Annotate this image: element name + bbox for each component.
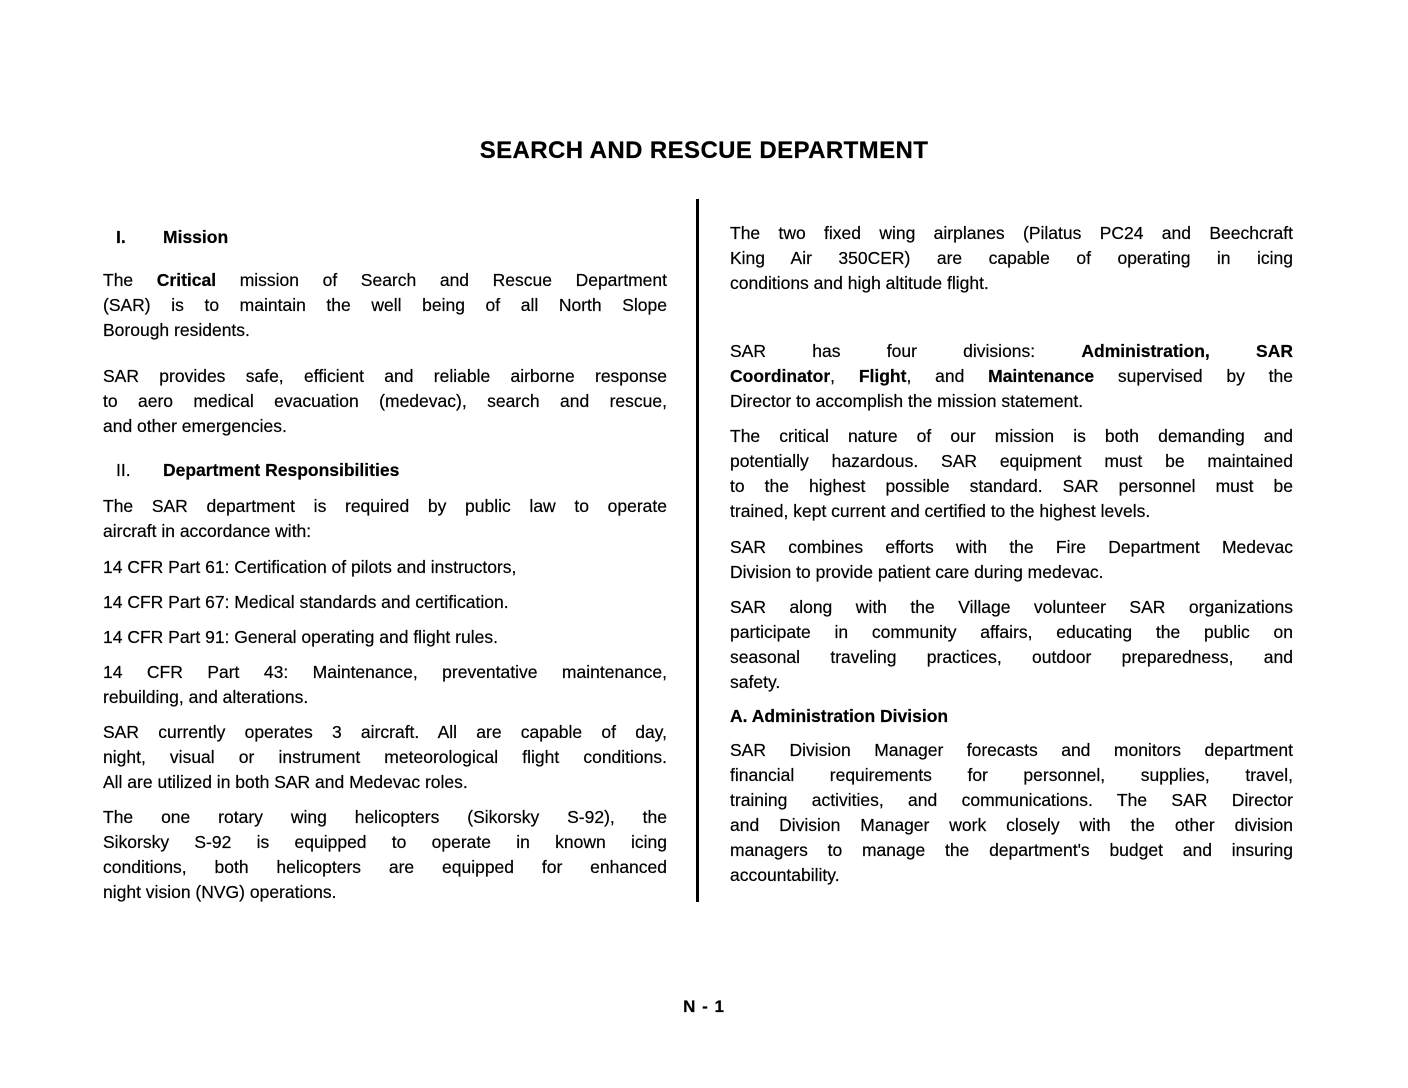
- text-segment: and other emergencies.: [103, 416, 287, 436]
- paragraph-aircraft: [103, 720, 667, 795]
- text-line: [730, 595, 1293, 620]
- text-segment: supervised by the: [1094, 366, 1293, 386]
- text-segment: participate in community affairs, educating the public on: [730, 622, 1293, 642]
- text-line: [730, 221, 1293, 246]
- text-line: [103, 830, 667, 855]
- paragraph-cfr67: [103, 590, 667, 615]
- text-segment: SAR along with the Village volunteer SAR organizations: [730, 597, 1293, 617]
- section-heading-responsibilities: [103, 458, 667, 483]
- text-segment: The critical nature of our mission is both demanding and: [730, 426, 1293, 446]
- paragraph-required: [103, 494, 667, 544]
- text-line: [103, 590, 667, 615]
- text-line: [103, 685, 667, 710]
- text-line: [730, 339, 1293, 364]
- text-segment: [1210, 341, 1256, 361]
- text-line: [730, 389, 1293, 414]
- text-segment: SAR has four divisions:: [730, 341, 1082, 361]
- text-segment: training activities, and communications. The SAR Director: [730, 790, 1293, 810]
- text-line: [730, 620, 1293, 645]
- section-numeral-2: II.: [116, 460, 131, 480]
- left-column: [103, 225, 667, 905]
- text-segment: managers to manage the department's budget and insuring: [730, 840, 1293, 860]
- text-segment: to the highest possible standard. SAR personnel must be: [730, 476, 1293, 496]
- text-line: [103, 364, 667, 389]
- text-line: [103, 389, 667, 414]
- text-segment: night vision (NVG) operations.: [103, 882, 337, 902]
- paragraph-cfr43: [103, 660, 667, 710]
- text-segment: safety.: [730, 672, 781, 692]
- paragraph-fire-dept: [730, 535, 1293, 585]
- text-line: [730, 863, 1293, 888]
- text-line: [730, 645, 1293, 670]
- text-line: [730, 271, 1293, 296]
- text-line: [103, 625, 667, 650]
- text-line: [730, 364, 1293, 389]
- text-segment: Division to provide patient care during medevac.: [730, 562, 1104, 582]
- text-line: [103, 293, 667, 318]
- text-segment: 14 CFR Part 91: General operating and flight rules.: [103, 627, 498, 647]
- text-segment: 14 CFR Part 43: Maintenance, preventative maintenance,: [103, 662, 667, 682]
- text-segment: financial requirements for personnel, supplies, travel,: [730, 765, 1293, 785]
- text-segment: The: [103, 270, 157, 290]
- paragraph-rotary: [103, 805, 667, 905]
- text-segment: night, visual or instrument meteorological flight conditions.: [103, 747, 667, 767]
- text-line: [730, 246, 1293, 271]
- paragraph-critical-nature: [730, 424, 1293, 524]
- text-segment: seasonal traveling practices, outdoor preparedness, and: [730, 647, 1293, 667]
- text-line: [103, 555, 667, 580]
- text-segment: SAR currently operates 3 aircraft. All are capable of day,: [103, 722, 667, 742]
- text-segment: SAR provides safe, efficient and reliable airborne response: [103, 366, 667, 386]
- text-segment: mission of Search and Rescue Department: [216, 270, 667, 290]
- text-segment: 14 CFR Part 67: Medical standards and certification.: [103, 592, 509, 612]
- paragraph-divisions: [730, 339, 1293, 414]
- text-segment: trained, kept current and certified to the highest levels.: [730, 501, 1151, 521]
- paragraph-cfr91: [103, 625, 667, 650]
- text-line: [730, 474, 1293, 499]
- text-line: [730, 670, 1293, 695]
- text-segment: to aero medical evacuation (medevac), search and rescue,: [103, 391, 667, 411]
- text-line: [730, 738, 1293, 763]
- text-line: [103, 318, 667, 343]
- bold-text-segment: Administration,: [1081, 341, 1210, 361]
- text-segment: 14 CFR Part 61: Certification of pilots and instructors,: [103, 557, 517, 577]
- heading-admin-division: A. Administration Division: [730, 706, 949, 726]
- text-segment: Director to accomplish the mission statement.: [730, 391, 1084, 411]
- text-line: [103, 880, 667, 905]
- text-segment: ,: [830, 366, 859, 386]
- text-line: [103, 720, 667, 745]
- text-segment: King Air 350CER) are capable of operating in icing: [730, 248, 1293, 268]
- text-segment: SAR combines efforts with the Fire Department Medevac: [730, 537, 1293, 557]
- text-line: [730, 535, 1293, 560]
- bold-text-segment: Flight: [858, 366, 907, 386]
- bold-text-segment: Maintenance: [988, 366, 1095, 386]
- text-segment: All are utilized in both SAR and Medevac roles.: [103, 772, 468, 792]
- bold-text-segment: SAR: [1256, 341, 1293, 361]
- text-line: [103, 855, 667, 880]
- text-segment: The SAR department is required by public law to operate: [103, 496, 667, 516]
- paragraph-provides: [103, 364, 667, 439]
- text-line: [730, 813, 1293, 838]
- section-label-mission: Mission: [163, 227, 229, 247]
- text-segment: conditions and high altitude flight.: [730, 273, 989, 293]
- text-segment: , and: [906, 366, 989, 386]
- text-segment: aircraft in accordance with:: [103, 521, 312, 541]
- text-line: [103, 414, 667, 439]
- bold-text-segment: Critical: [156, 270, 217, 290]
- text-segment: accountability.: [730, 865, 840, 885]
- text-line: [730, 763, 1293, 788]
- paragraph-mission: [103, 268, 667, 343]
- text-line: [103, 770, 667, 795]
- page-number: N - 1: [683, 997, 725, 1016]
- paragraph-fixed-wing: [730, 221, 1293, 296]
- text-segment: Sikorsky S-92 is equipped to operate in known icing: [103, 832, 667, 852]
- text-segment: Borough residents.: [103, 320, 250, 340]
- text-line: [730, 838, 1293, 863]
- text-segment: SAR Division Manager forecasts and monitors department: [730, 740, 1293, 760]
- column-divider: [696, 199, 699, 902]
- text-segment: potentially hazardous. SAR equipment must be maintained: [730, 451, 1293, 471]
- text-line: [103, 519, 667, 544]
- text-line: [730, 788, 1293, 813]
- text-line: [730, 499, 1293, 524]
- text-segment: The one rotary wing helicopters (Sikorsky S-92), the: [103, 807, 667, 827]
- text-line: [103, 660, 667, 685]
- text-line: [730, 449, 1293, 474]
- paragraph-village: [730, 595, 1293, 695]
- text-segment: rebuilding, and alterations.: [103, 687, 309, 707]
- text-line: [103, 805, 667, 830]
- text-line: [103, 745, 667, 770]
- section-heading-mission: [103, 225, 667, 250]
- text-segment: and Division Manager work closely with the other division: [730, 815, 1293, 835]
- text-line: [103, 268, 667, 293]
- section-label-responsibilities: Department Responsibilities: [163, 460, 400, 480]
- bold-text-segment: Coordinator: [730, 366, 831, 386]
- page-title: SEARCH AND RESCUE DEPARTMENT: [479, 137, 929, 164]
- text-segment: (SAR) is to maintain the well being of all North Slope: [103, 295, 667, 315]
- text-line: [730, 560, 1293, 585]
- text-segment: The two fixed wing airplanes (Pilatus PC24 and Beechcraft: [730, 223, 1293, 243]
- text-line: [730, 424, 1293, 449]
- text-line: [103, 494, 667, 519]
- paragraph-cfr61: [103, 555, 667, 580]
- section-numeral-1: I.: [116, 227, 126, 247]
- text-segment: conditions, both helicopters are equipped for enhanced: [103, 857, 667, 877]
- right-column: [730, 221, 1293, 888]
- paragraph-admin-manager: [730, 738, 1293, 888]
